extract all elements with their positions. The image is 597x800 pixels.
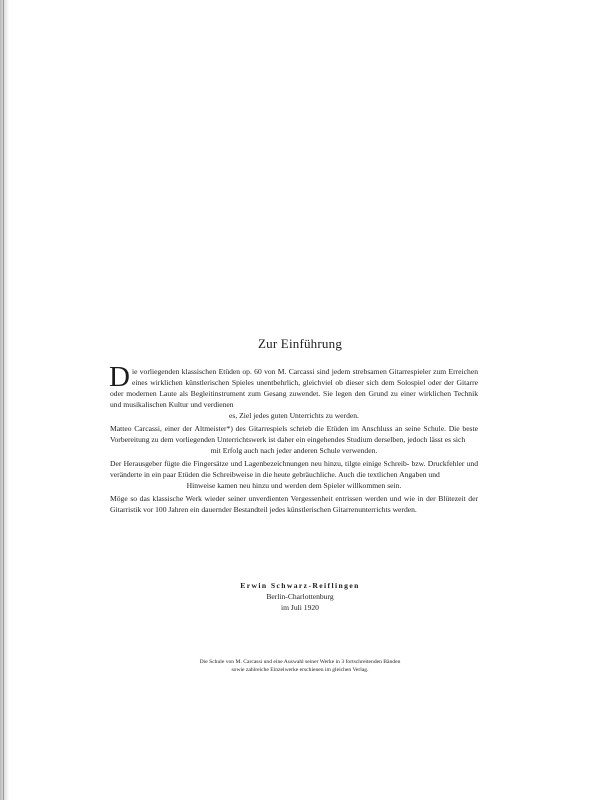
paragraph-1-last-line: es, Ziel jedes guten Unterrichts zu werden. (229, 411, 359, 420)
signature-block (110, 580, 490, 613)
page-title: Zur Einführung (257, 336, 343, 351)
footnote (110, 658, 490, 674)
page-binding-edge (0, 0, 9, 800)
footnote-line-1: Die Schule von M. Carcassi und eine Auswahl seiner Werke in 3 fortschreitenden Bänden (199, 659, 401, 665)
paragraph-1-text: ie vorliegenden klassischen Etüden op. 60 von M. Carcassi sind jedem strebsamen Gitarrespieler zum Erreichen eines wirklichen künstlerischen Spieles unentbehrlich, gleichviel ob dieser sich dem Solospiel oder der Gitarre oder modernen Laute als Begleitinstrument zum Gesang zuwendet. Sie legen den Grund zu einer wirklichen Technik und musikalischen Kultur und verdienen (110, 367, 478, 409)
paragraph-1 (109, 361, 478, 421)
paragraph-3-text: Der Herausgeber fügte die Fingersätze und Lagenbezeichnungen neu hinzu, tilgte einige Schreib- bzw. Druckfehler und veränderte in ein paar Etüden die Schreibweise in die heute gebräuchliche. Auch die textlichen Angaben und (110, 459, 478, 479)
paragraph-2 (110, 423, 478, 456)
paragraph-3 (110, 458, 478, 491)
paragraph-4: Möge so das klassische Werk wieder seiner unverdienten Vergessenheit entrissen werden und wie in der Blütezeit der Gitarristik vor 100 Jahren ein dauernder Bestandteil jedes künstlerischen Gitarrenunterrichts werden. (110, 494, 478, 514)
author-name: Erwin Schwarz-Reiflingen (240, 581, 360, 590)
introduction-text (109, 361, 478, 517)
paragraph-2-text: Matteo Carcassi, einer der Altmeister*) des Gitarrespiels schrieb die Etüden im Anschluss an seine Schule. Die beste Vorbereitung zu dem vorliegenden Unterrichtswerk ist daher ein eingehendes Studium derselben, jedoch lässt es sich (110, 424, 478, 444)
footnote-line-2: sowie zahlreiche Einzelwerke erschienen im gleichen Verlag. (231, 667, 369, 673)
drop-cap: D (109, 361, 130, 393)
paragraph-3-last-line: Hinweise kamen neu hinzu und werden dem Spieler willkommen sein. (186, 481, 402, 490)
paragraph-2-last-line: mit Erfolg auch nach jeder anderen Schule verwenden. (210, 446, 378, 455)
author-place: Berlin-Charlottenburg (266, 592, 334, 601)
author-date: im Juli 1920 (281, 603, 319, 612)
